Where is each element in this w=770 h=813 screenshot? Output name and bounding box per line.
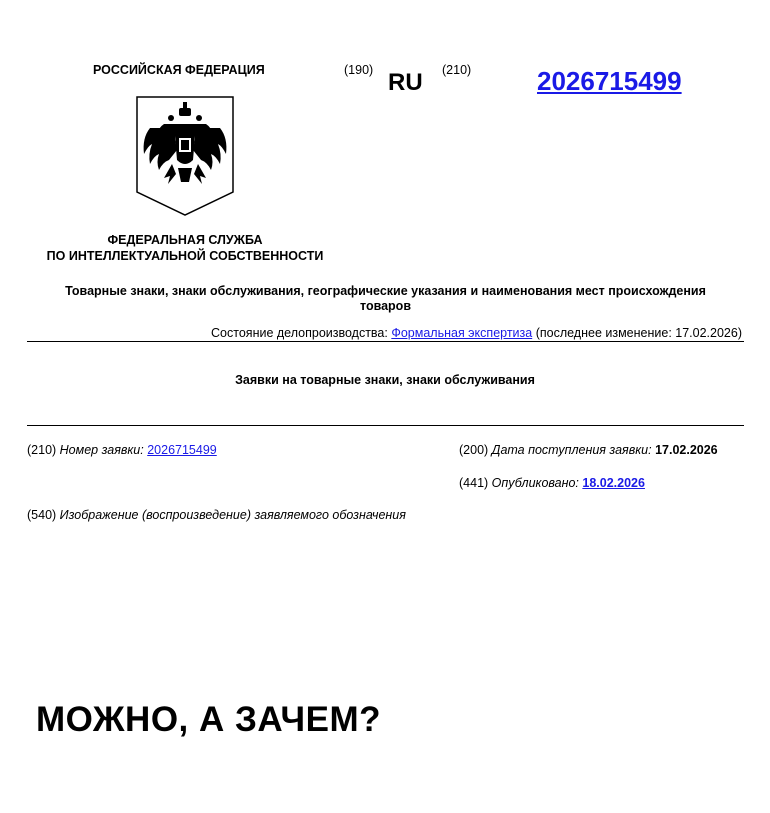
coat-of-arms-emblem-icon bbox=[134, 94, 236, 218]
divider-section bbox=[27, 425, 744, 426]
application-number-link[interactable]: 2026715499 bbox=[147, 443, 217, 457]
code-210: (210) bbox=[442, 63, 472, 77]
field-label: Изображение (воспроизведение) заявляемого обозначения bbox=[59, 508, 406, 522]
status-link[interactable]: Формальная экспертиза bbox=[391, 326, 533, 340]
status-suffix: (последнее изменение: 17.02.2026) bbox=[532, 326, 742, 340]
field-code: (210) bbox=[27, 443, 60, 457]
agency-name bbox=[30, 232, 340, 264]
published-date-link[interactable]: 18.02.2026 bbox=[582, 476, 645, 490]
document-number-link[interactable]: 2026715499 bbox=[537, 66, 682, 96]
field-mark-image bbox=[27, 508, 406, 522]
country-name: РОССИЙСКАЯ ФЕДЕРАЦИЯ bbox=[93, 63, 265, 77]
divider-top bbox=[27, 341, 744, 342]
register-title: Товарные знаки, знаки обслуживания, географические указания и наименования мест происхождения товаров bbox=[65, 284, 706, 313]
status-prefix: Состояние делопроизводства: bbox=[211, 326, 392, 340]
field-label: Дата поступления заявки: bbox=[491, 443, 652, 457]
field-received-date bbox=[459, 443, 718, 457]
agency-line-2: ПО ИНТЕЛЛЕКТУАЛЬНОЙ СОБСТВЕННОСТИ bbox=[46, 249, 324, 263]
country-code: RU bbox=[388, 69, 423, 96]
field-code: (441) bbox=[459, 476, 492, 490]
section-title: Заявки на товарные знаки, знаки обслуживания bbox=[235, 373, 535, 387]
field-application-number bbox=[27, 443, 217, 457]
field-code: (200) bbox=[459, 443, 492, 457]
code-190: (190) bbox=[344, 63, 374, 77]
field-label: Номер заявки: bbox=[59, 443, 144, 457]
field-label: Опубликовано: bbox=[491, 476, 579, 490]
received-date-value: 17.02.2026 bbox=[655, 443, 718, 457]
field-code: (540) bbox=[27, 508, 60, 522]
agency-line-1: ФЕДЕРАЛЬНАЯ СЛУЖБА bbox=[107, 233, 263, 247]
trademark-image-text: МОЖНО, А ЗАЧЕМ? bbox=[36, 700, 382, 739]
proceedings-status bbox=[211, 326, 742, 340]
field-published-date bbox=[459, 476, 645, 490]
